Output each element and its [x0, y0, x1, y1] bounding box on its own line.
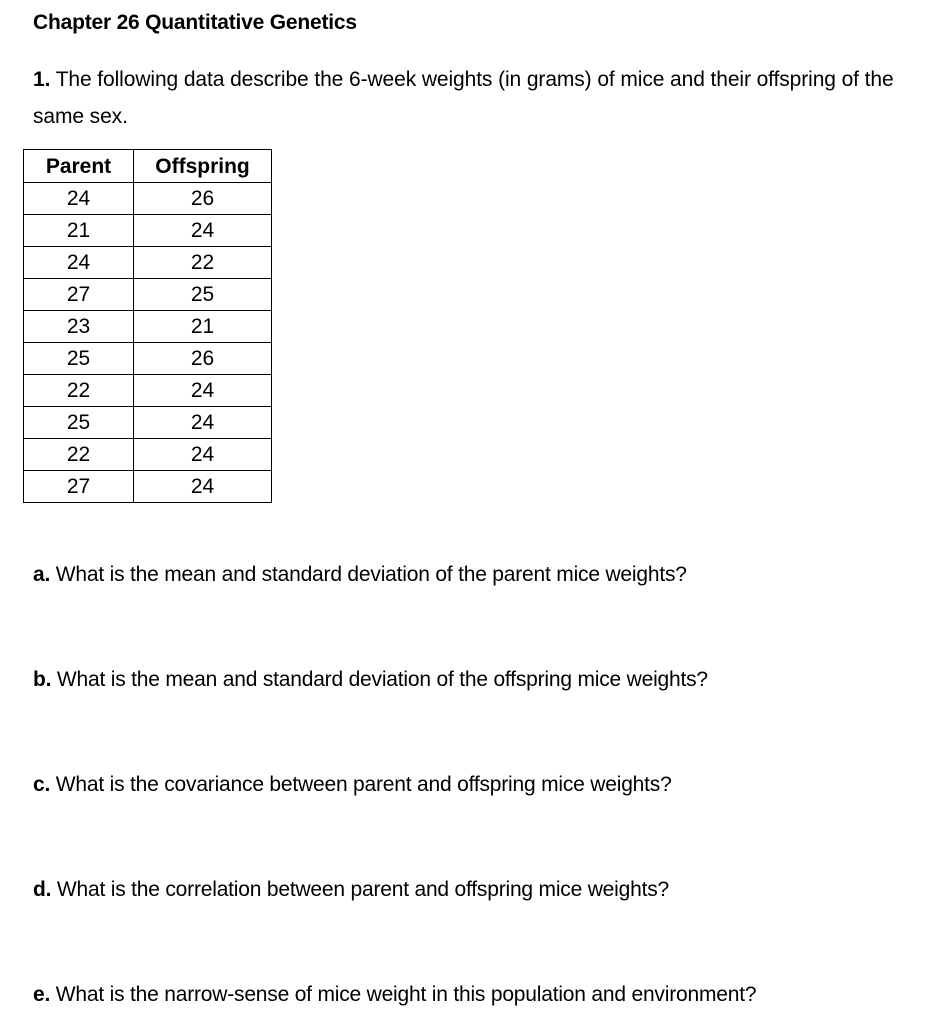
parent-cell: 24 [24, 247, 134, 279]
weights-table [23, 149, 272, 503]
question-label: c. [33, 773, 51, 796]
question-e [33, 983, 756, 1007]
question-text: What is the correlation between parent and offspring mice weights? [56, 878, 669, 901]
question-text: What is the covariance between parent and offspring mice weights? [55, 773, 672, 796]
question-a [33, 563, 687, 587]
table-row [24, 471, 272, 503]
parent-cell: 24 [24, 183, 134, 215]
question-label: a. [33, 563, 51, 586]
parent-cell: 27 [24, 471, 134, 503]
question-b [33, 668, 708, 692]
table-row [24, 343, 272, 375]
offspring-cell: 24 [134, 471, 272, 503]
table-header-row [24, 150, 272, 183]
offspring-cell: 21 [134, 311, 272, 343]
problem-number: 1. [33, 68, 51, 91]
table-row [24, 375, 272, 407]
parent-cell: 21 [24, 215, 134, 247]
offspring-cell: 22 [134, 247, 272, 279]
offspring-cell: 24 [134, 407, 272, 439]
question-c [33, 773, 672, 797]
table-row [24, 215, 272, 247]
problem-statement [33, 61, 913, 135]
table-row [24, 183, 272, 215]
offspring-cell: 26 [134, 343, 272, 375]
offspring-cell: 24 [134, 215, 272, 247]
question-text: What is the mean and standard deviation of the offspring mice weights? [56, 668, 708, 691]
problem-text: The following data describe the 6-week weights (in grams) of mice and their offspring of the same sex. [33, 68, 894, 128]
offspring-cell: 25 [134, 279, 272, 311]
parent-cell: 22 [24, 375, 134, 407]
question-label: e. [33, 983, 51, 1006]
question-text: What is the narrow-sense of mice weight in this population and environment? [55, 983, 757, 1006]
offspring-cell: 26 [134, 183, 272, 215]
parent-cell: 27 [24, 279, 134, 311]
table-row [24, 311, 272, 343]
offspring-cell: 24 [134, 375, 272, 407]
parent-cell: 23 [24, 311, 134, 343]
offspring-cell: 24 [134, 439, 272, 471]
question-d [33, 878, 669, 902]
parent-cell: 22 [24, 439, 134, 471]
table-row [24, 247, 272, 279]
parent-cell: 25 [24, 343, 134, 375]
table-row [24, 439, 272, 471]
table-row [24, 279, 272, 311]
header-parent: Parent [24, 150, 134, 183]
table-row [24, 407, 272, 439]
question-label: d. [33, 878, 52, 901]
header-offspring: Offspring [134, 150, 272, 183]
parent-cell: 25 [24, 407, 134, 439]
page-title: Chapter 26 Quantitative Genetics [33, 11, 357, 34]
question-text: What is the mean and standard deviation of the parent mice weights? [55, 563, 687, 586]
question-label: b. [33, 668, 52, 691]
